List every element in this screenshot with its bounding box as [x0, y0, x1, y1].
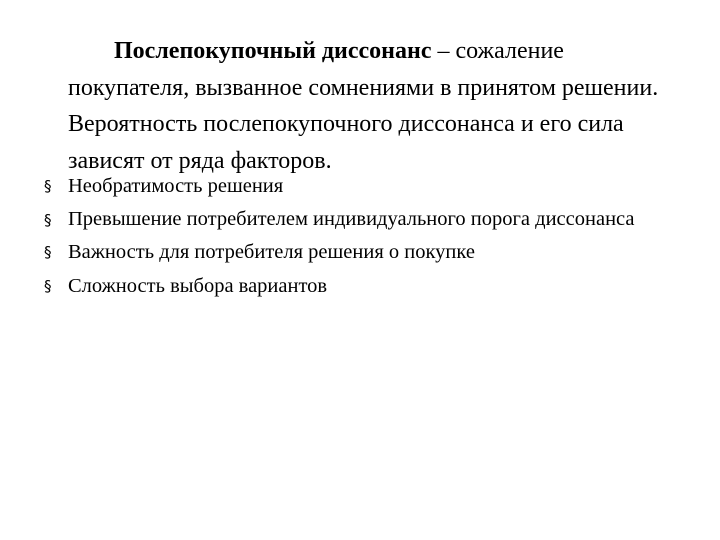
bullet-marker-icon: §	[44, 211, 52, 229]
factor-list	[44, 172, 664, 306]
bullet-marker-icon: §	[44, 277, 52, 295]
list-item	[44, 238, 664, 266]
bullet-marker-icon: §	[44, 243, 52, 261]
list-item-text: Важность для потребителя решения о покупке	[68, 241, 475, 263]
list-item-text: Необратимость решения	[68, 175, 284, 197]
intro-term: Послепокупочный диссонанс	[114, 38, 432, 64]
intro-text: – сожаление покупателя, вызванное сомнениями в принятом решении. Вероятность послепокупочного диссонанса и его сила зависят от ряда факторов.	[68, 38, 659, 174]
list-item-text: Сложность выбора вариантов	[68, 275, 328, 297]
bullet-marker-icon: §	[44, 177, 52, 195]
list-item-text: Превышение потребителем индивидуального порога диссонанса	[68, 208, 635, 230]
list-item	[44, 272, 664, 300]
intro-paragraph	[68, 33, 668, 179]
list-item	[44, 172, 664, 200]
list-item	[44, 206, 648, 232]
